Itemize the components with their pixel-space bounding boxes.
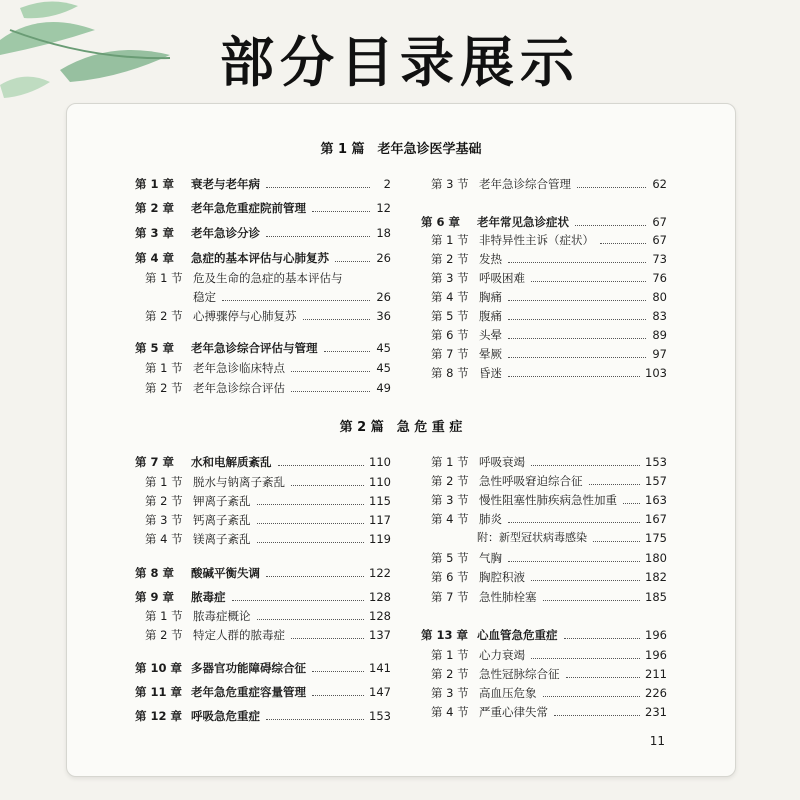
toc-label: 第 1 节 [431,455,469,469]
toc-chapter-row[interactable] [135,454,391,470]
dot-leader [508,357,646,358]
toc-title: 气胸 [479,551,502,565]
toc-section-row[interactable] [421,270,667,286]
toc-title: 急性肺栓塞 [479,590,537,604]
toc-page-number: 26 [376,251,391,265]
toc-section-row[interactable] [135,474,391,490]
toc-chapter-row[interactable] [135,340,391,356]
toc-title: 心搏骤停与心肺复苏 [193,309,297,323]
toc-page-number: 175 [645,531,667,545]
toc-page-number: 45 [376,361,391,375]
toc-page-number: 97 [652,347,667,361]
toc-title: 特定人群的脓毒症 [193,628,285,642]
dot-leader [543,696,641,697]
toc-page-number: 12 [376,201,391,215]
toc-label: 第 3 节 [145,513,183,527]
toc-label: 第 1 节 [145,271,183,285]
toc-page-number: 67 [652,215,667,229]
toc-title: 发热 [479,252,502,266]
dot-leader [543,600,641,601]
toc-section-row[interactable] [135,627,391,643]
toc-title: 胸腔积液 [479,570,525,584]
toc-section-row[interactable] [135,289,391,305]
dot-leader [291,371,370,372]
toc-title: 急性冠脉综合征 [479,667,560,681]
part-title: 第 1 篇 老年急诊医学基础 [320,142,482,157]
toc-section-row[interactable] [135,380,391,396]
toc-label: 第 1 节 [431,233,469,247]
toc-page-number: 196 [645,648,667,662]
toc-title: 钾离子紊乱 [193,494,251,508]
toc-page-number: 167 [645,512,667,526]
dot-leader [257,523,365,524]
toc-page-number: 80 [652,290,667,304]
toc-label: 第 2 节 [145,494,183,508]
dot-leader [266,236,370,237]
part-title: 第 2 篇 急 危 重 症 [339,420,463,435]
toc-page-number: 211 [645,667,667,681]
dot-leader [564,638,641,639]
toc-page-number: 182 [645,570,667,584]
toc-page-number: 153 [369,709,391,723]
toc-chapter-row[interactable] [421,627,667,643]
dot-leader [577,187,646,188]
toc-page [66,103,736,777]
dot-leader [266,576,364,577]
dot-leader [593,541,640,542]
toc-chapter-row[interactable] [135,565,391,581]
toc-title: 老年急危重症容量管理 [191,685,306,699]
toc-section-row[interactable] [421,511,667,527]
toc-page-number: 185 [645,590,667,604]
toc-chapter-row[interactable] [135,225,391,241]
toc-label: 第 11 章 [135,685,183,699]
toc-label: 第 2 节 [431,252,469,266]
toc-title: 老年急诊综合评估与管理 [191,341,318,355]
toc-title: 老年常见急诊症状 [477,215,569,229]
toc-chapter-row[interactable] [421,214,667,230]
dot-leader [508,561,640,562]
toc-title: 急症的基本评估与心肺复苏 [191,251,329,265]
toc-section-row[interactable] [135,531,391,547]
dot-leader [266,187,370,188]
toc-label: 第 7 节 [431,347,469,361]
toc-page-number: 141 [369,661,391,675]
toc-label: 第 3 节 [431,686,469,700]
toc-page-number: 115 [369,494,391,508]
toc-label: 第 5 章 [135,341,175,355]
toc-title: 呼吸衰竭 [479,455,525,469]
dot-leader [508,338,646,339]
toc-label: 第 7 章 [135,455,175,469]
toc-title: 老年急诊临床特点 [193,361,285,375]
toc-label: 第 8 章 [135,566,175,580]
toc-page-number: 62 [652,177,667,191]
page-number: 11 [649,734,665,748]
toc-page-number: 18 [376,226,391,240]
toc-label: 第 2 节 [145,309,183,323]
toc-label: 第 4 节 [431,705,469,719]
toc-section-row[interactable] [421,454,667,470]
toc-label: 第 4 章 [135,251,175,265]
dot-leader [600,243,646,244]
toc-label: 第 1 节 [145,475,183,489]
toc-page-number: 26 [376,290,391,304]
toc-title: 胸痛 [479,290,502,304]
toc-title: 呼吸急危重症 [191,709,260,723]
toc-title: 肺炎 [479,512,502,526]
dot-leader [531,465,640,466]
toc-section-row[interactable] [421,327,667,343]
toc-section-row[interactable] [421,176,667,192]
toc-title: 心力衰竭 [479,648,525,662]
toc-title: 钙离子紊乱 [193,513,251,527]
toc-section-row[interactable] [135,493,391,509]
toc-section-row[interactable] [135,308,391,324]
toc-title: 镁离子紊乱 [193,532,251,546]
toc-page-number: 103 [645,366,667,380]
toc-section-row[interactable] [421,289,667,305]
toc-page-number: 73 [652,252,667,266]
dot-leader [508,522,640,523]
toc-title: 高血压危象 [479,686,537,700]
toc-title: 心血管急危重症 [477,628,558,642]
dot-leader [508,262,646,263]
toc-title: 老年急诊综合评估 [193,381,285,395]
dot-leader [257,619,365,620]
toc-title: 脓毒症概论 [193,609,251,623]
toc-page-number: 110 [369,455,391,469]
toc-section-row[interactable] [421,308,667,324]
toc-chapter-row[interactable] [135,589,391,605]
toc-label: 第 6 章 [421,215,461,229]
toc-page-number: 128 [369,609,391,623]
dot-leader [312,671,364,672]
toc-page-number: 45 [376,341,391,355]
toc-title: 脱水与钠离子紊乱 [193,475,285,489]
toc-title: 非特异性主诉（症状） [479,233,594,247]
toc-label: 第 2 节 [431,667,469,681]
dot-leader [303,319,371,320]
toc-label: 第 1 章 [135,177,175,191]
dot-leader [566,677,641,678]
toc-label: 第 4 节 [431,290,469,304]
toc-title: 衰老与老年病 [191,177,260,191]
toc-page-number: 157 [645,474,667,488]
dot-leader [291,391,370,392]
toc-page-number: 153 [645,455,667,469]
toc-page-number: 2 [383,177,391,191]
dot-leader [222,300,370,301]
dot-leader [589,484,641,485]
toc-label: 第 13 章 [421,628,469,642]
toc-section-row[interactable] [135,608,391,624]
dot-leader [623,503,640,504]
toc-chapter-row[interactable] [135,250,391,266]
dot-leader [575,225,646,226]
toc-page-number: 147 [369,685,391,699]
dot-leader [508,300,646,301]
dot-leader [312,211,370,212]
toc-title: 多器官功能障碍综合征 [191,661,306,675]
toc-label: 第 8 节 [431,366,469,380]
dot-leader [531,580,640,581]
toc-label: 第 3 节 [431,271,469,285]
toc-chapter-row[interactable] [135,176,391,192]
dot-leader [531,281,646,282]
toc-section-row[interactable] [421,473,667,489]
toc-label: 第 1 节 [145,609,183,623]
toc-label: 第 2 节 [145,381,183,395]
dot-leader [291,638,364,639]
toc-label: 第 3 节 [431,177,469,191]
toc-title: 昏迷 [479,366,502,380]
toc-title: 急性呼吸窘迫综合征 [479,474,583,488]
toc-page-number: 180 [645,551,667,565]
toc-title: 脓毒症 [191,590,226,604]
toc-label: 第 3 节 [431,493,469,507]
toc-label: 第 4 节 [431,512,469,526]
toc-page-number: 226 [645,686,667,700]
toc-page-number: 196 [645,628,667,642]
toc-page-number: 137 [369,628,391,642]
toc-section-row[interactable] [421,492,667,508]
toc-label: 第 2 章 [135,201,175,215]
toc-page-number: 67 [652,233,667,247]
toc-chapter-row[interactable] [135,708,391,724]
toc-page-number: 128 [369,590,391,604]
toc-label: 第 7 节 [431,590,469,604]
toc-title: 呼吸困难 [479,271,525,285]
toc-title: 慢性阻塞性肺疾病急性加重 [479,493,617,507]
toc-page-number: 117 [369,513,391,527]
toc-label: 第 1 节 [145,361,183,375]
toc-section-row[interactable] [421,346,667,362]
toc-section-row[interactable] [135,512,391,528]
toc-section-row[interactable] [421,232,667,248]
dot-leader [257,542,365,543]
dot-leader [257,504,365,505]
dot-leader [312,695,364,696]
toc-label: 第 4 节 [145,532,183,546]
toc-title: 严重心律失常 [479,705,548,719]
toc-section-row[interactable] [421,530,667,546]
toc-section-row[interactable] [421,550,667,566]
dot-leader [335,261,370,262]
toc-label: 第 6 节 [431,328,469,342]
toc-chapter-row[interactable] [135,684,391,700]
toc-title: 老年急诊分诊 [191,226,260,240]
toc-section-row[interactable] [421,685,667,701]
dot-leader [291,485,364,486]
toc-section-row[interactable] [421,569,667,585]
toc-section-row[interactable] [421,251,667,267]
toc-label: 第 12 章 [135,709,183,723]
toc-page-number: 89 [652,328,667,342]
toc-title: 危及生命的急症的基本评估与 [193,271,343,285]
toc-title: 晕厥 [479,347,502,361]
toc-section-row[interactable] [421,365,667,381]
toc-section-row[interactable] [421,589,667,605]
dot-leader [278,465,365,466]
toc-title: 腹痛 [479,309,502,323]
dot-leader [531,658,640,659]
toc-page-number: 231 [645,705,667,719]
dot-leader [324,351,371,352]
toc-label: 第 5 节 [431,551,469,565]
toc-title: 附：新型冠状病毒感染 [477,531,587,544]
dot-leader [232,600,365,601]
toc-title: 头晕 [479,328,502,342]
toc-title: 老年急诊综合管理 [479,177,571,191]
toc-label: 第 1 节 [431,648,469,662]
toc-page-number: 83 [652,309,667,323]
toc-label: 第 6 节 [431,570,469,584]
toc-label: 第 2 节 [145,628,183,642]
dot-leader [508,376,640,377]
toc-section-row[interactable] [421,704,667,720]
toc-page-number: 122 [369,566,391,580]
toc-label: 第 9 章 [135,590,175,604]
page-title: 部分目录展示 [220,31,580,94]
toc-label: 第 10 章 [135,661,183,675]
toc-title: 水和电解质紊乱 [191,455,272,469]
toc-page-number: 119 [369,532,391,546]
toc-section-row[interactable] [135,270,391,286]
toc-page-number: 36 [376,309,391,323]
toc-section-row[interactable] [421,647,667,663]
toc-title: 酸碱平衡失调 [191,566,260,580]
toc-title: 老年急危重症院前管理 [191,201,306,215]
dot-leader [508,319,646,320]
toc-label: 第 5 节 [431,309,469,323]
toc-section-row[interactable] [135,360,391,376]
toc-page-number: 163 [645,493,667,507]
dot-leader [554,715,640,716]
toc-chapter-row[interactable] [135,200,391,216]
toc-title: 稳定 [193,290,216,304]
toc-page-number: 110 [369,475,391,489]
toc-page-number: 76 [652,271,667,285]
toc-page-number: 49 [376,381,391,395]
toc-chapter-row[interactable] [135,660,391,676]
dot-leader [266,719,364,720]
toc-section-row[interactable] [421,666,667,682]
toc-label: 第 3 章 [135,226,175,240]
toc-label: 第 2 节 [431,474,469,488]
